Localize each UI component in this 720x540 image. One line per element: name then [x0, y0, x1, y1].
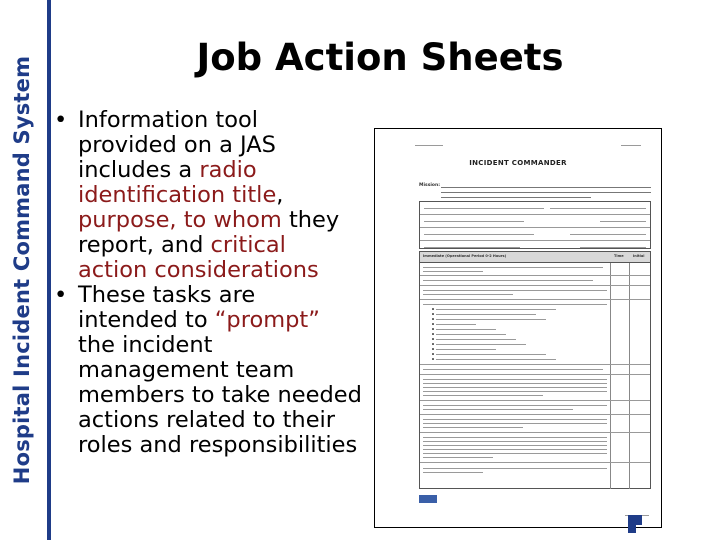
form-row: [420, 202, 650, 215]
side-divider: [47, 0, 51, 540]
bullet-text-1: These tasks are intended to “prompt” the incident management team members to take needed actions related to their roles and responsibilities: [78, 282, 362, 458]
job-action-sheet-thumbnail: [374, 128, 662, 528]
bullet-text-0: Information tool provided on a JAS includes a radio identification title, purpose, to whom they report, and critical action considerations: [78, 107, 340, 283]
bullet-item: [52, 108, 362, 283]
task-table-body: [420, 263, 650, 489]
sheet-form-fields: [419, 201, 651, 249]
col-initial: Initial: [633, 254, 645, 258]
sheet-task-table: [419, 251, 651, 489]
bullet-item: [52, 283, 362, 458]
logo-block-icon: [628, 525, 636, 533]
task-table-header: [420, 252, 650, 263]
sheet-header: INCIDENT COMMANDER: [469, 159, 567, 167]
mission-text-lines: [419, 187, 651, 198]
task-heading: Immediate (Operational Period 0-2 Hours): [423, 254, 507, 258]
col-time: Time: [614, 254, 624, 258]
sheet-top-right-text: [621, 145, 641, 146]
hics-corner-logo: [628, 493, 720, 540]
sheet-top-left-text: [415, 145, 443, 146]
side-title: Hospital Incident Command System: [10, 55, 35, 485]
bullet-marker: •: [54, 107, 68, 133]
sheet-top-bar: [375, 129, 661, 143]
form-row: [420, 215, 650, 228]
logo-block-icon: [628, 515, 642, 525]
side-title-container: [0, 0, 45, 540]
bullet-marker: •: [54, 282, 68, 308]
sheet-mission: [419, 171, 651, 199]
mission-label: Mission:: [419, 183, 441, 188]
page-title: Job Action Sheets: [196, 36, 564, 79]
bullet-list: [52, 108, 362, 458]
sheet-logo: [419, 495, 437, 503]
form-row: [420, 228, 650, 241]
